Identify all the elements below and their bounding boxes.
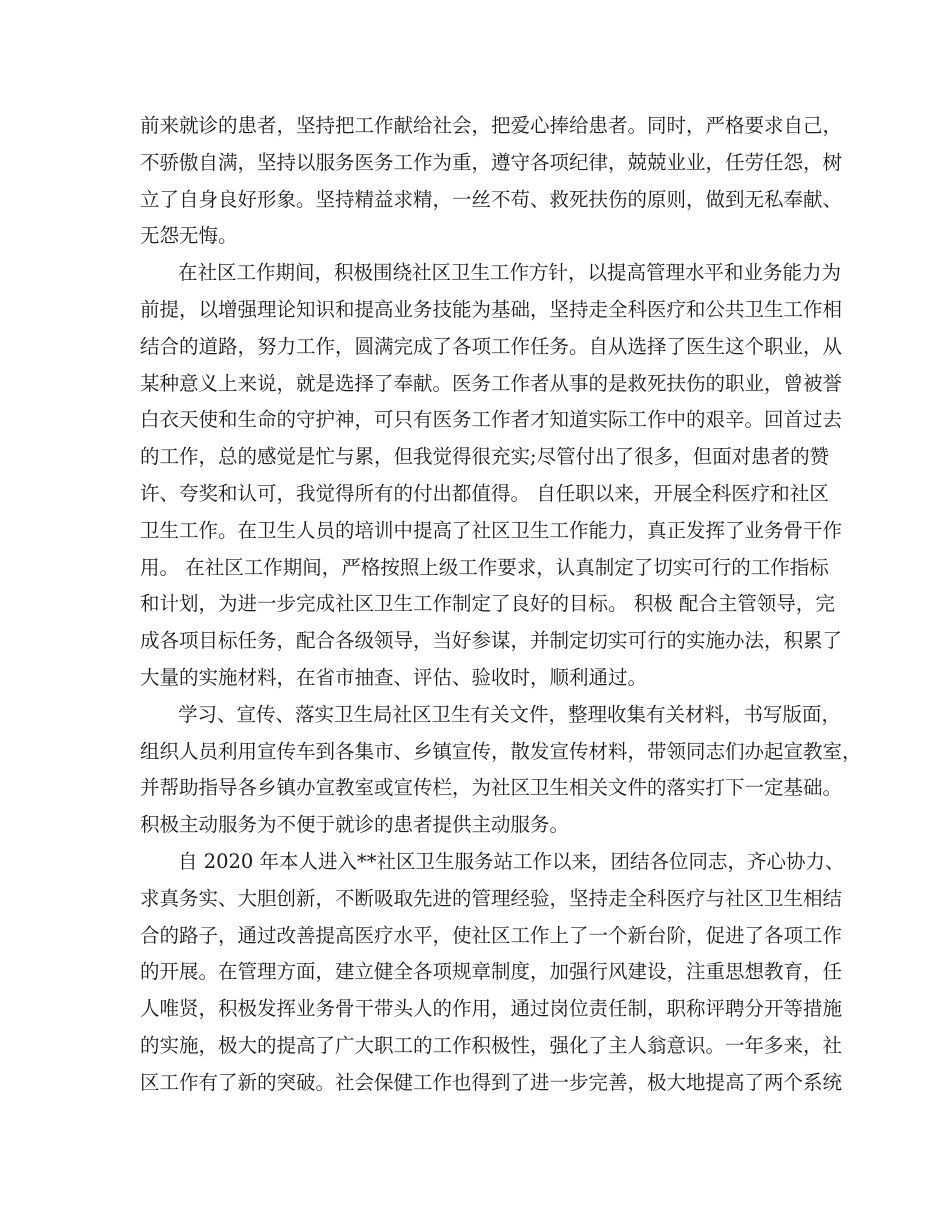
text-line: 和计划，为进一步完成社区卫生工作制定了良好的目标。 积极 配合主管领导，完	[140, 592, 835, 616]
text-line: 前提，以增强理论知识和提高业务技能为基础，坚持走全科医疗和公共卫生工作相	[140, 297, 843, 321]
text-line: 的工作，总的感觉是忙与累，但我觉得很充实;尽管付出了很多，但面对患者的赞	[140, 445, 830, 469]
text-line: 并帮助指导各乡镇办宣教室或宣传栏，为社区卫生相关文件的落实打下一定基础。	[140, 776, 843, 800]
text-line: 用。 在社区工作期间，严格按照上级工作要求，认真制定了切实可行的工作指标	[140, 555, 829, 579]
text-line: 自 2020 年本人进入**社区卫生服务站工作以来，团结各位同志，齐心协力、	[178, 849, 845, 873]
text-line: 无怨无悔。	[140, 224, 238, 248]
text-line: 某种意义上来说，就是选择了奉献。医务工作者从事的是救死扶伤的职业，曾被誉	[140, 371, 843, 395]
text-line: 人唯贤，积极发挥业务骨干带头人的作用，通过岗位责任制，职称评聘分开等措施	[140, 997, 843, 1021]
text-line: 大量的实施材料，在省市抽查、评估、验收时，顺利通过。	[140, 665, 648, 689]
text-line: 区工作有了新的突破。社会保健工作也得到了进一步完善，极大地提高了两个系统	[140, 1070, 843, 1094]
text-line: 组织人员利用宣传车到各集市、乡镇宣传，散发宣传材料，带领同志们办起宣教室，	[140, 739, 862, 763]
text-line: 不骄傲自满，坚持以服务医务工作为重，遵守各项纪律，兢兢业业，任劳任怨，树	[140, 150, 843, 174]
text-line: 在社区工作期间，积极围绕社区卫生工作方针，以提高管理水平和业务能力为	[178, 261, 842, 285]
text-line: 卫生工作。在卫生人员的培训中提高了社区卫生工作能力，真正发挥了业务骨干作	[140, 518, 843, 542]
text-line: 成各项目标任务，配合各级领导，当好参谋，并制定切实可行的实施办法，积累了	[140, 629, 843, 653]
text-line: 合的路子，通过改善提高医疗水平，使社区工作上了一个新台阶，促进了各项工作	[140, 923, 843, 947]
text-line: 白衣天使和生命的守护神，可只有医务工作者才知道实际工作中的艰辛。回首过去	[140, 408, 843, 432]
text-line: 前来就诊的患者，坚持把工作献给社会，把爱心捧给患者。同时，严格要求自己，	[140, 114, 843, 137]
text-line: 求真务实、大胆创新，不断吸取先进的管理经验，坚持走全科医疗与社区卫生相结	[140, 886, 843, 910]
text-line: 立了自身良好形象。坚持精益求精，一丝不苟、救死扶伤的原则，做到无私奉献、	[140, 187, 843, 211]
text-line: 学习、宣传、落实卫生局社区卫生有关文件，整理收集有关材料，书写版面，	[178, 702, 842, 726]
text-line: 的实施，极大的提高了广大职工的工作积极性，强化了主人翁意识。一年多来，社	[140, 1033, 843, 1057]
text-line: 许、夸奖和认可，我觉得所有的付出都值得。 自任职以来，开展全科医疗和社区	[140, 481, 829, 505]
text-line: 的开展。在管理方面，建立健全各项规章制度，加强行风建设，注重思想教育，任	[140, 960, 843, 984]
text-line: 积极主动服务为不便于就诊的患者提供主动服务。	[140, 813, 570, 837]
body-text	[140, 108, 862, 1102]
text-line: 结合的道路，努力工作，圆满完成了各项工作任务。自从选择了医生这个职业，从	[140, 334, 843, 358]
